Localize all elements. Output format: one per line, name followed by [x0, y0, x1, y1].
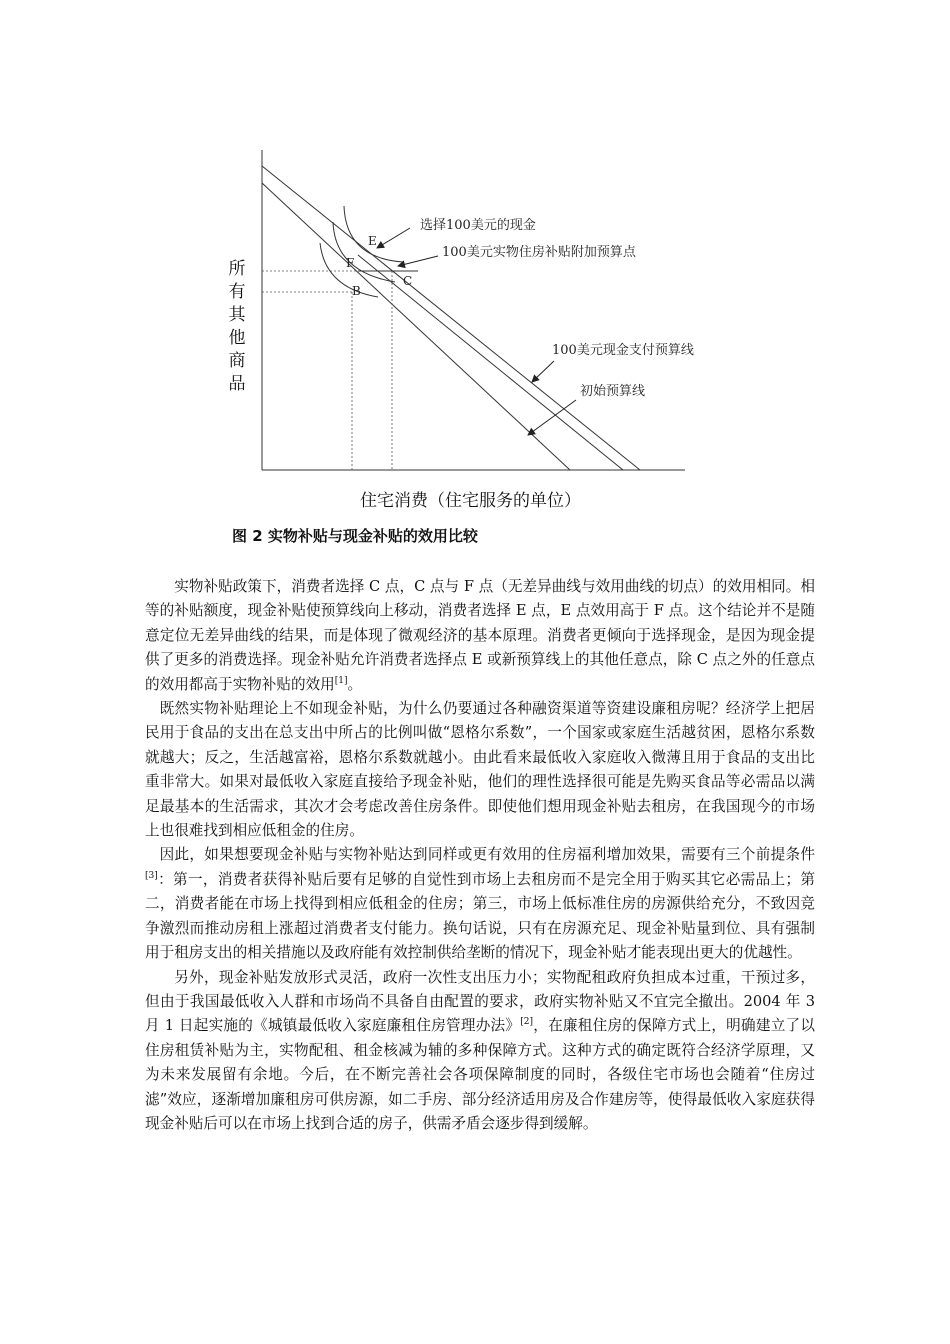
annotation-initial-line: 初始预算线	[580, 384, 646, 399]
annotation-cash-line: 100美元现金支付预算线	[552, 343, 694, 358]
arrow-cash-line	[532, 361, 554, 382]
point-label-f: F	[346, 256, 355, 270]
annotation-cash-choice: 选择100美元的现金	[420, 218, 536, 233]
point-label-b: B	[352, 284, 361, 298]
paragraph-1: 实物补贴政策下，消费者选择 C 点，C 点与 F 点（无差异曲线与效用曲线的切点）的效用相同。相等的补贴额度，现金补贴使预算线向上移动，消费者选择 E 点，E 点效用高于 F 点。这个结论并不是随意定位无差异曲线的结果，而是体现了微观经济的基本原理。消费者更倾向于选择现金，是因为现金提供了更多的消费选择。现金补贴允许消费者选择点 E 或新预算线上的其他任意点，除 C 点之外的任意点的效用都高于实物补贴的效用[1]。	[145, 578, 815, 693]
point-label-c: C	[403, 274, 413, 288]
annotation-in-kind-point: 100美元实物住房补贴附加预算点	[442, 245, 636, 260]
article-body	[145, 575, 815, 1136]
paragraph-2: 既然实物补贴理论上不如现金补贴，为什么仍要通过各种融资渠道等资建设廉租房呢？经济学上把居民用于食品的支出在总支出中所占的比例叫做“恩格尔系数”，一个国家或家庭生活越贫困，恩格尔系数就越大；反之，生活越富裕，恩格尔系数就越小。由此看来最低收入家庭收入微薄且用于食品的支出比重非常大。如果对最低收入家庭直接给予现金补贴，他们的理性选择很可能是先购买食品等必需品以满足最基本的生活需求，其次才会考虑改善住房条件。即使他们想用现金补贴去租房，在我国现今的市场上也很难找到相应低租金的住房。	[145, 700, 815, 840]
figure-caption: 图 2 实物补贴与现金补贴的效用比较	[232, 527, 478, 545]
indifference-curve-b	[320, 243, 378, 297]
citation-2: [2]	[520, 1017, 533, 1028]
cash-budget-line	[262, 166, 640, 470]
arrow-cash-choice	[377, 228, 410, 248]
citation-1: [1]	[334, 675, 348, 686]
in-kind-budget-line	[358, 255, 623, 470]
utility-comparison-diagram	[0, 0, 950, 500]
citation-3: [3]	[145, 871, 158, 882]
y-axis-label: 所有其他商品	[228, 259, 246, 394]
x-axis-label: 住宅消费（住宅服务的单位）	[360, 491, 581, 511]
paragraph-3: 因此，如果想要现金补贴与实物补贴达到同样或更有效用的住房福利增加效果，需要有三个前提条件[3]：第一，消费者获得补贴后要有足够的自觉性到市场上去租房而不是完全用于购买其它必需品上；第二，消费者能在市场上找得到相应低租金的住房；第三，市场上低标准住房的房源供给充分，不致因竞争激烈而推动房租上涨超过消费者支付能力。换句话说，只有在房源充足、现金补贴量到位、具有强制用于租房支出的相关措施以及政府能有效控制供给垄断的情况下，现金补贴才能表现出更大的优越性。	[145, 846, 815, 962]
point-label-e: E	[368, 234, 377, 248]
paragraph-4: 另外，现金补贴发放形式灵活，政府一次性支出压力小；实物配租政府负担成本过重，干预过多，但由于我国最低收入人群和市场尚不具备自由配置的要求，政府实物补贴又不宜完全撤出。2004 年 3 月 1 日起实施的《城镇最低收入家庭廉租住房管理办法》[2]，在廉租住房的保障方式上，明确建立了以住房租赁补贴为主，实物配租、租金核减为辅的多种保障方式。这种方式的确定既符合经济学原理，又为未来发展留有余地。今后，在不断完善社会各项保障制度的同时，各级住宅市场也会随着“住房过滤”效应，逐渐增加廉租房可供房源，如二手房、部分经济适用房及合作建房等，使得最低收入家庭获得现金补贴后可以在市场上找到合适的房子，供需矛盾会逐步得到缓解。	[145, 968, 815, 1132]
arrow-in-kind-point	[398, 256, 438, 266]
arrow-initial-line	[528, 400, 576, 435]
